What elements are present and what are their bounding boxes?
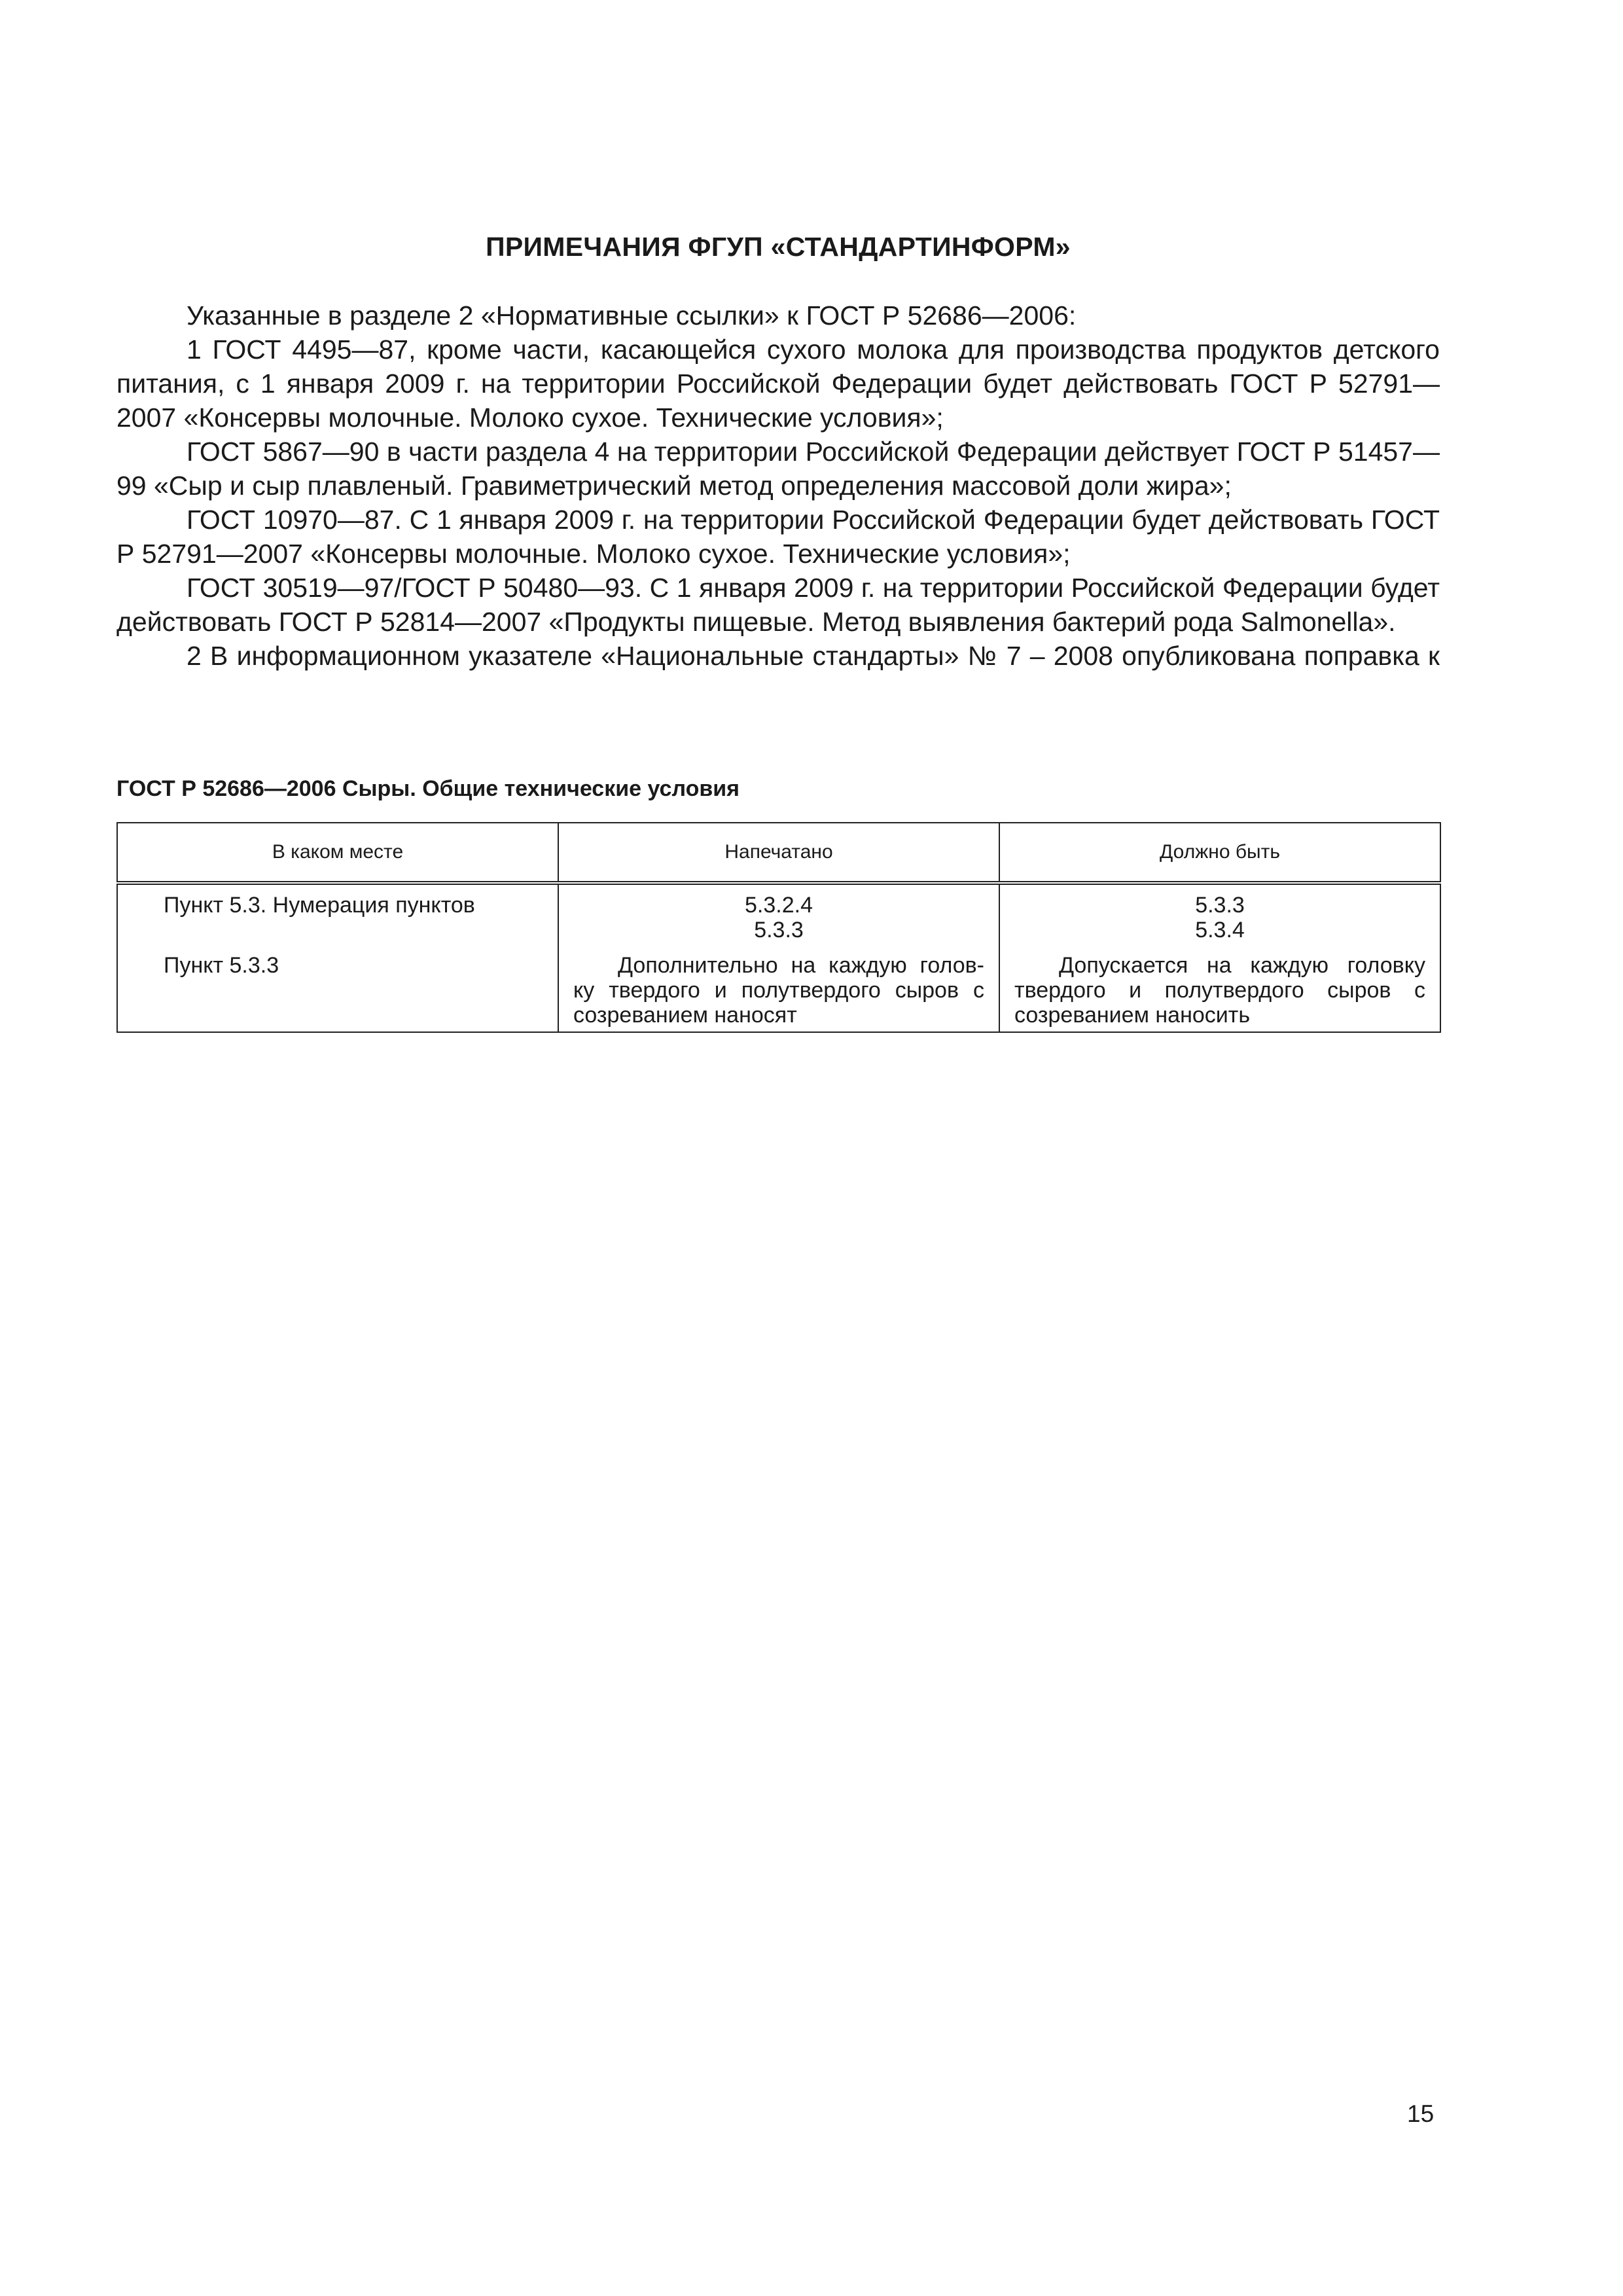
corrected-value: 5.3.4 <box>1195 918 1245 942</box>
column-header-printed: Напечатано <box>558 823 999 883</box>
table-row <box>117 953 1440 1032</box>
corrections-table <box>116 822 1441 1033</box>
printed-value: 5.3.2.4 <box>745 893 813 918</box>
table-header-row <box>117 823 1440 883</box>
cell-should-be <box>999 953 1440 1032</box>
cell-place: Пункт 5.3.3 <box>117 953 558 1032</box>
table-row <box>117 883 1440 953</box>
paragraph-gost-5867: ГОСТ 5867—90 в части раздела 4 на территории Российской Федерации действует ГОСТ Р 51457—99 «Сыр и сыр плавленый. Гравиметрический метод определения массовой доли жира»; <box>116 437 1440 501</box>
paragraph-intro: Указанные в разделе 2 «Нормативные ссылки» к ГОСТ Р 52686—2006: <box>187 300 1077 331</box>
table-caption: ГОСТ Р 52686—2006 Сыры. Общие технические условия <box>116 776 740 801</box>
paragraph-gost-30519: ГОСТ 30519—97/ГОСТ Р 50480—93. С 1 января 2009 г. на территории Российской Федерации будет действовать ГОСТ Р 52814—2007 «Продукты пищевые. Метод выявления бактерий рода Salmonella». <box>116 573 1440 637</box>
notes-body <box>116 298 1440 673</box>
cell-should-be <box>999 883 1440 953</box>
cell-printed <box>558 883 999 953</box>
notes-heading: ПРИМЕЧАНИЯ ФГУП «СТАНДАРТИНФОРМ» <box>486 232 1071 262</box>
corrected-line: созреванием наносить <box>1014 1003 1251 1028</box>
cell-place: Пункт 5.3. Нумерация пунктов <box>117 883 558 953</box>
paragraph-amendment: 2 В информационном указателе «Национальные стандарты» № 7 – 2008 опубликована поправка к <box>187 641 1440 671</box>
page-number: 15 <box>1407 2100 1435 2127</box>
paragraph-gost-10970: ГОСТ 10970—87. С 1 января 2009 г. на территории Российской Федерации будет действовать ГОСТ Р 52791—2007 «Консервы молочные. Молоко сухое. Технические условия»; <box>116 505 1440 569</box>
printed-line: созреванием наносят <box>573 1003 797 1028</box>
paragraph-gost-4495: 1 ГОСТ 4495—87, кроме части, касающейся сухого молока для производства продуктов детского питания, с 1 января 2009 г. на территории Российской Федерации будет действовать ГОСТ Р 52791—2007 «Консервы молочные. Молоко сухое. Технические условия»; <box>116 334 1440 433</box>
printed-line: Дополнительно на каждую голов- <box>618 953 984 978</box>
corrected-line: Допускается на каждую головку <box>1059 953 1425 978</box>
printed-line: ку твердого и полутвердого сыров с <box>573 978 984 1003</box>
corrected-line: твердого и полутвердого сыров с <box>1014 978 1425 1003</box>
column-header-should-be: Должно быть <box>999 823 1440 883</box>
corrected-value: 5.3.3 <box>1195 893 1245 918</box>
cell-printed <box>558 953 999 1032</box>
column-header-place: В каком месте <box>117 823 558 883</box>
printed-value: 5.3.3 <box>754 918 804 942</box>
